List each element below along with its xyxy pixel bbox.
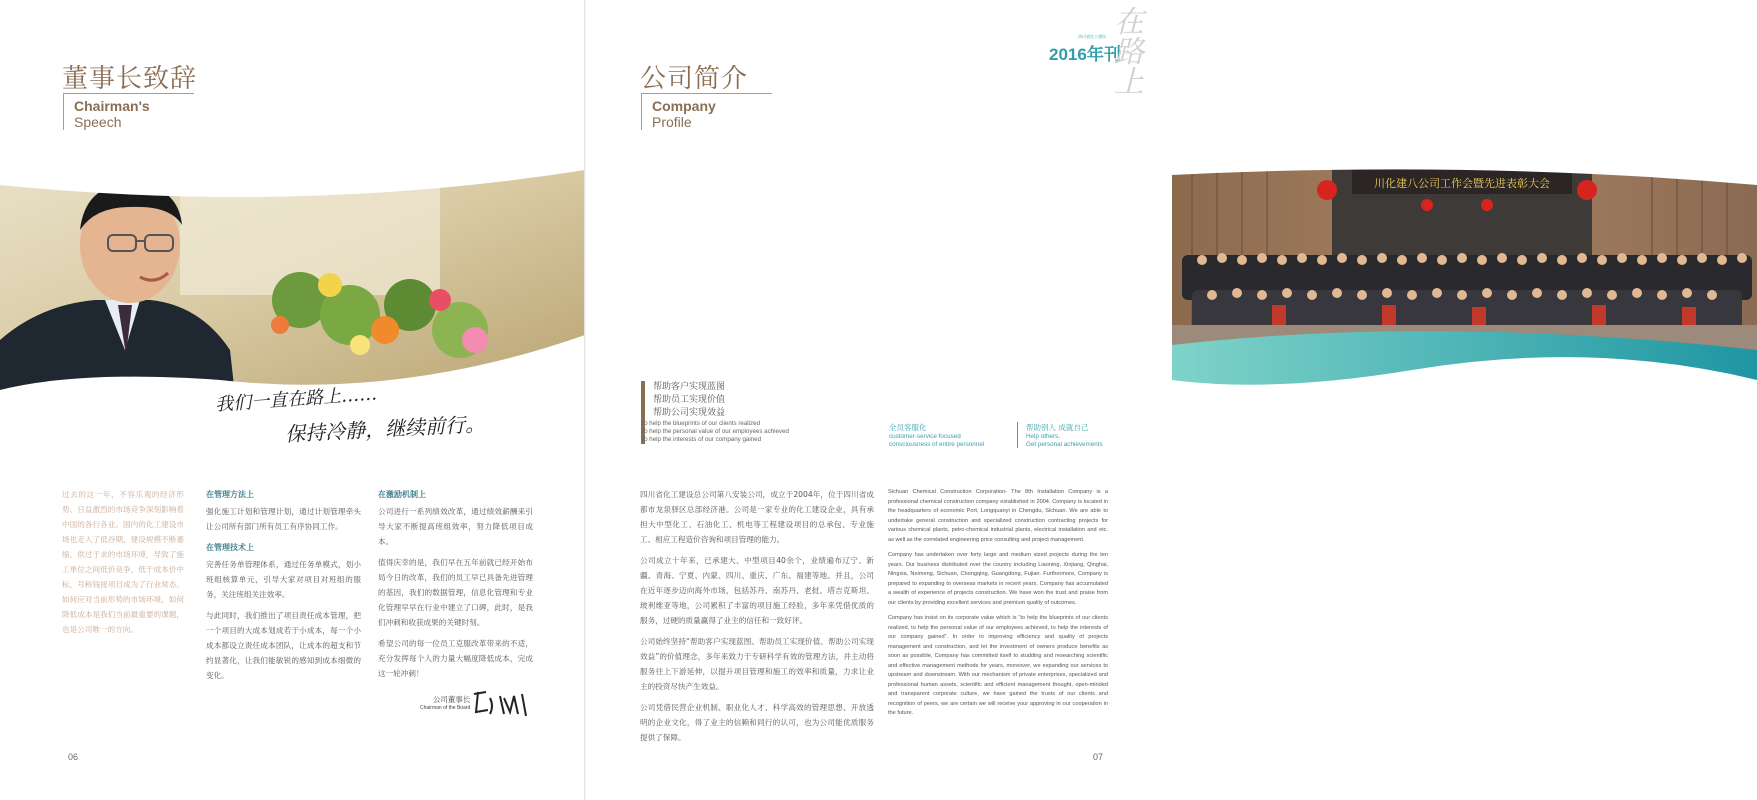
profile-cn-4: 公司凭借民营企业机制、职业化人才、科学高效的管理思想、开放透明的企业文化，得了业主的信赖和同行的认可，也为公司能优质服务提供了保障。 bbox=[640, 703, 874, 742]
profile-cn-1: 四川省化工建设总公司第八安装公司，成立于2004年，位于四川省成都市龙泉驿区总部经济港。公司是一家专业的化工建设企业，具有承担大中型化工、石油化工、机电等工程建设项目的总承包、专业施工、相应工程造价咨询和项目管理的能力。 bbox=[640, 490, 874, 544]
col2-text-2: 完善任务单管理体系，通过任务单模式，划小班组核算单元，引导大家对项目对班组的服务，关注班组关注效率。 bbox=[206, 560, 361, 599]
speech-column-2 bbox=[206, 487, 361, 689]
col2-head-1: 在管理方法上 bbox=[206, 490, 254, 499]
tag1-en2: consciousness of entire personnel bbox=[889, 441, 985, 448]
company-profile-title: 公司简介 bbox=[640, 64, 749, 94]
right-page bbox=[586, 0, 1550, 800]
col2-text-3: 与此同时，我们推出了项目责任成本管理，把一个项目的大成本划成若干小成本，每一个小成本都设立责任成本团队，让成本的超支和节约显著化，让我们能敏锐的感知到成本细微的变化。 bbox=[206, 611, 361, 680]
profile-en-column bbox=[888, 488, 1108, 725]
profile-en-3: Company has insist on its corporate value which is “to help the blueprints of our clients realized, to help the personal value of our employees achieved, to help the interests of our company gained”. In order to improving efficiency and quality of projects management and construction, and let the investment of owners produce benefits as soon as possible, Company has committed itself to studding and researching scientific and effective management methods for years, moreover, we expanding our services to upstream and downstream. With our mechanism of private enterprises, specialized and professional human assets, scientific and efficient management thought, open-minded and transparent corporate culture, we have gained the trusts of our clients and recognition of peers, we are certain we will receive your approving in our cooperation in the future. bbox=[888, 615, 1108, 716]
subtitle-line1: Chairman's bbox=[74, 98, 150, 114]
col3-text-3: 希望公司的每一位员工克服改革带来的不适，充分发挥每个人的力量大幅度降低成本，完成这一轮冲刺！ bbox=[378, 639, 533, 678]
tag-customer-service bbox=[889, 422, 984, 449]
col3-text-2: 值得庆幸的是，我们早在五年前就已经开始布局今日的改革，我们的员工早已具备先进管理的基因，我们的数据管理，信息化管理和专业化管理早早在行业中建立了口碑，此时，是我们冲刺和收获成果的关键时刻。 bbox=[378, 558, 533, 627]
quote-cn-3: 帮助公司实现效益 bbox=[653, 408, 726, 418]
quote-en-3: To help the interests of our company gained bbox=[641, 436, 762, 443]
company-profile-subtitle bbox=[641, 93, 772, 130]
tag2-cn: 帮助别人 成就自己 bbox=[1026, 423, 1089, 432]
subtitle-line2: Speech bbox=[74, 114, 122, 130]
subtitle-line2: Profile bbox=[652, 114, 692, 130]
tag2-en1: Help others, bbox=[1026, 433, 1060, 440]
yearbook-logo: 2016年刊 bbox=[1049, 45, 1121, 64]
profile-en-2: Company has undertaken over forty large and medium sized projects during the ten years. Our business distributed over the country including Liaoning, Xinjiang, Qinghai, Ningxia, Neimeng, Sichuan, Chongqing, Guangdong, Fujian. Furthermore, Company is prepared to expanding to overseas markets in recent years. Company has accumulated a wealth of experience of projects construction. We have won the trust and praise from our clients by providing excellent services and premium quality of outcomes. bbox=[888, 552, 1108, 606]
tag1-cn: 全员客服化 bbox=[889, 423, 927, 432]
page-number-right: 07 bbox=[1093, 752, 1104, 762]
subtitle-line1: Company bbox=[652, 98, 716, 114]
page-number-left: 06 bbox=[68, 752, 79, 762]
chairman-speech-title: 董事长致辞 bbox=[62, 64, 198, 94]
group-photo bbox=[1172, 165, 1757, 395]
col3-head-1: 在激励机制上 bbox=[378, 490, 426, 499]
intro-column bbox=[62, 487, 184, 643]
tag-divider bbox=[1017, 422, 1018, 448]
quote-cn-2: 帮助员工实现价值 bbox=[653, 395, 726, 405]
profile-en-1: Sichuan Chemical Construction Corporation- The 8th Installation Company is a professional chemical construction company established in 2004. Company is located in the headquarters of economic Port, Longquanyi in Chengdu, Sichuan. We are able to undertake general construction and specialized construction contracting projects for various chemical plants, petro-chemical industrial plants, electrical installation and etc. as well as the correlated engineering price consulting and project management. bbox=[888, 489, 1108, 543]
profile-cn-3: 公司始终坚持“帮助客户实现蓝图、帮助员工实现价值、帮助公司实现效益”的价值理念，多年来致力于专研科学有效的管理方法，并主动将服务往上下游延伸，以提升项目管理和施工的效率和质量，力求让业主的投资尽快产生效益。 bbox=[640, 637, 874, 691]
left-page bbox=[0, 0, 585, 800]
profile-cn-2: 公司成立十年来，已承建大、中型项目40余个，业绩遍布辽宁、新疆、青海、宁夏、内蒙、四川、重庆、广东、福建等地。并且，公司在近年逐步迈向海外市场，包括苏丹、南苏丹、老挝、塔吉克斯坦、玻利维亚等地，公司累积了丰富的项目施工经验，多年来凭借优质的服务，过硬的质量赢得了业主的信任和一致好评。 bbox=[640, 556, 874, 625]
sign-title-en: Chairman of the Board bbox=[420, 705, 471, 711]
signature-block bbox=[420, 694, 470, 711]
quote-en-2: To help the personal value of our employees achieved bbox=[641, 428, 789, 435]
chairman-photo bbox=[0, 165, 585, 395]
value-quotes bbox=[641, 381, 789, 444]
quote-en-1: To help the blueprints of our clients realized bbox=[641, 420, 761, 427]
tag2-en2: Get personal achievements bbox=[1026, 441, 1103, 448]
handwriting-line1: 我们一直在路上…… bbox=[214, 383, 378, 416]
speech-column-3 bbox=[378, 487, 533, 687]
col3-text-1: 公司进行一系列绩效改革，通过绩效薪酬来引导大家不断提高班组效率，努力降低项目成本。 bbox=[378, 507, 533, 546]
signature-image bbox=[470, 686, 532, 718]
sign-title-cn: 公司董事长 bbox=[432, 695, 471, 704]
chairman-speech-subtitle bbox=[63, 93, 194, 130]
tag1-en1: customer-service focused bbox=[889, 433, 961, 440]
quote-cn-1: 帮助客户实现蓝图 bbox=[653, 382, 726, 392]
tag-help-others bbox=[1026, 422, 1103, 449]
yearbook-sublabel: 四川省化工建设 bbox=[1078, 34, 1106, 39]
banner-text: 川化建八公司工作会暨先进表彰大会 bbox=[1374, 177, 1550, 190]
col2-head-2: 在管理技术上 bbox=[206, 543, 254, 552]
handwriting-line2: 保持冷静，继续前行。 bbox=[284, 411, 486, 447]
profile-cn-column bbox=[640, 487, 874, 751]
col2-text-1: 强化施工计划和管理计划，通过计划管理牵头让公司所有部门所有员工有序协同工作。 bbox=[206, 507, 361, 531]
calligraphy-mark: 在路上 bbox=[1114, 5, 1144, 100]
intro-text: 过去的这一年，不容乐观的经济形势、日益激烈的市场竞争深刻影响着中国的各行各业。国内的化工建设市场也走入了低谷期，建设规模不断萎缩，供过于求的市场环境，导致了施工单位之间低价竞争，低于成本价中标，号称钱接项目成为了行业常态。如何应对当前形势的市场环境，如何降低成本是我们当前最重要的课题，也是公司唯一的方向。 bbox=[62, 490, 184, 634]
